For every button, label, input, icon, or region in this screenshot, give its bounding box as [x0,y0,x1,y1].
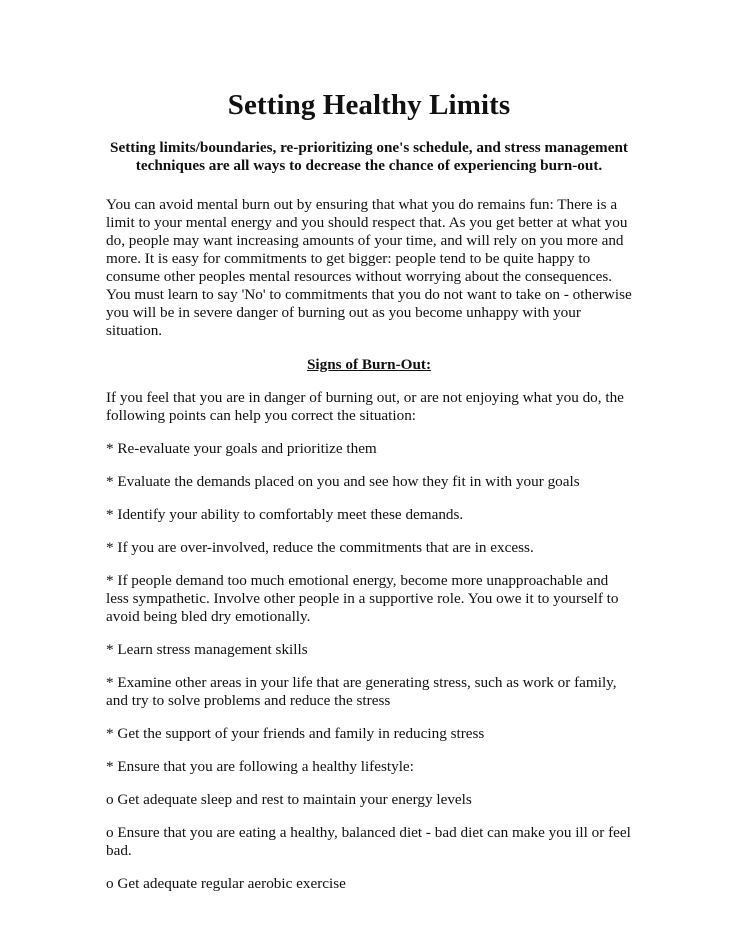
page-title: Setting Healthy Limits [227,89,511,121]
list-item: * Learn stress management skills [106,641,308,658]
subtitle-line-2: techniques are all ways to decrease the chance of experiencing burn-out. [135,157,603,174]
subtitle [106,139,632,175]
list-item: * If people demand too much emotional energy, become more unapproachable and less sympathetic. Involve other people in a supportive role. You owe it to yourself to avoid being bled dry emotionally. [106,572,619,625]
list-item: o Ensure that you are eating a healthy, balanced diet - bad diet can make you ill or feel bad. [106,824,631,859]
list-item: * Examine other areas in your life that are generating stress, such as work or family, and try to solve problems and reduce the stress [106,674,617,709]
list-item: * Re-evaluate your goals and prioritize them [106,440,377,457]
list-item: * If you are over-involved, reduce the commitments that are in excess. [106,539,534,556]
points-list [106,440,632,893]
list-item: * Get the support of your friends and family in reducing stress [106,725,485,742]
document-page [106,88,632,893]
section-heading: Signs of Burn-Out: [306,356,432,373]
intro-paragraph: You can avoid mental burn out by ensuring that what you do remains fun: There is a limit to your mental energy and you should respect that. As you get better at what you do, people may want increasing amounts of your time, and will rely on you more and more. It is easy for commitments to get bigger: people tend to be quite happy to consume other peoples mental resources without worrying about the consequences. You must learn to say 'No' to commitments that you do not want to take on - otherwise you will be in severe danger of burning out as you become unhappy with your situation. [106,196,632,339]
list-item: o Get adequate sleep and rest to maintain your energy levels [106,791,472,808]
list-item: * Identify your ability to comfortably meet these demands. [106,506,464,523]
list-item: * Ensure that you are following a healthy lifestyle: [106,758,414,775]
subtitle-line-1: Setting limits/boundaries, re-prioritizing one's schedule, and stress management [110,139,628,156]
lead-paragraph: If you feel that you are in danger of burning out, or are not enjoying what you do, the following points can help you correct the situation: [106,389,624,424]
list-item: o Get adequate regular aerobic exercise [106,875,346,892]
list-item: * Evaluate the demands placed on you and see how they fit in with your goals [106,473,580,490]
